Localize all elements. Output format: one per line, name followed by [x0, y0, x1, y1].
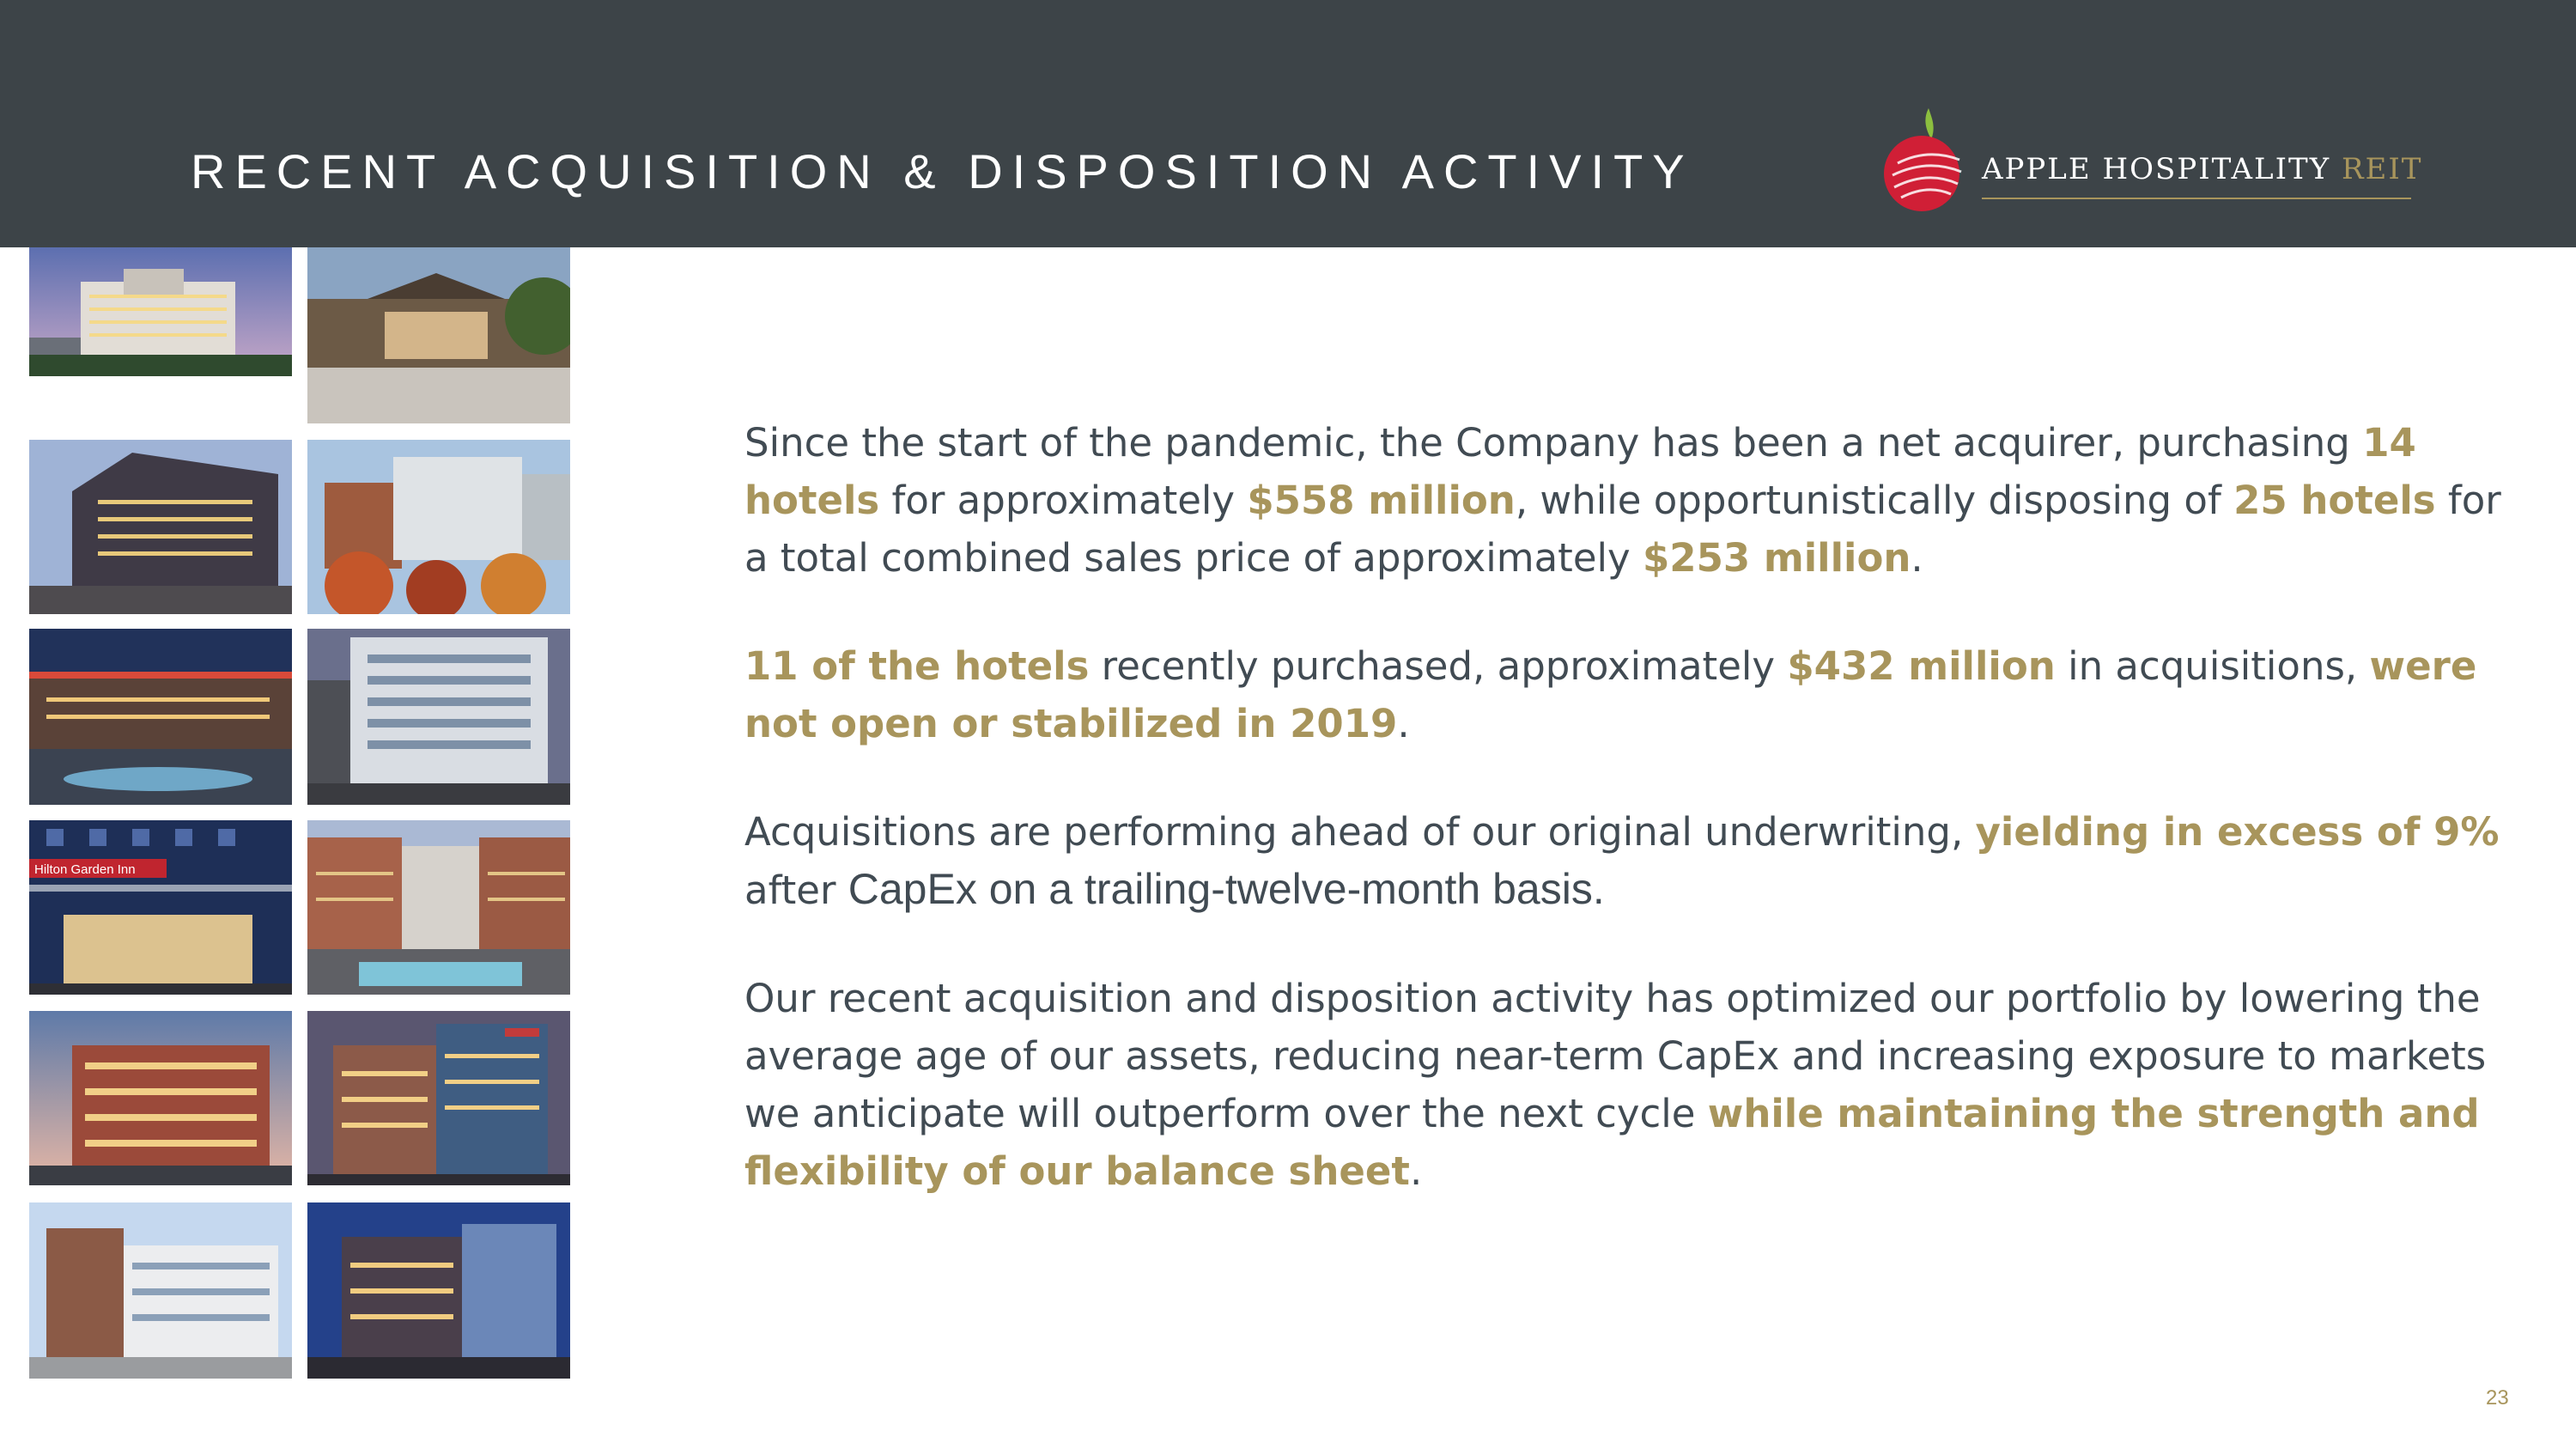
body-text	[744, 414, 2518, 1251]
highlight-11-hotels: 11 of the hotels	[744, 643, 1090, 689]
highlight-432-million: $432 million	[1787, 643, 2056, 689]
hotel-photo-8	[307, 820, 570, 995]
logo-wordmark	[1982, 152, 2422, 186]
highlight-25-hotels: 25 hotels	[2233, 478, 2436, 523]
highlight-not-stabilized: were not open or stabilized in 2019	[744, 643, 2477, 746]
paragraph-performance: Acquisitions are performing ahead of our original underwriting, yielding in excess of 9% after CapEx on a trailing-twelve-month basis.	[744, 809, 2500, 913]
company-logo	[1880, 103, 2430, 215]
header-bar	[0, 0, 2576, 247]
hotel-photo-10	[307, 1011, 570, 1185]
logo-suffix: REIT	[2341, 152, 2423, 186]
paragraph-recent-purchases: 11 of the hotels recently purchased, approximately $432 million in acquisitions, were not open or stabilized in 2019.	[744, 643, 2477, 746]
apple-logo-icon	[1880, 103, 1975, 215]
page-number: 23	[2486, 1386, 2509, 1409]
highlight-balance-sheet: while maintaining the strength and flexibility of our balance sheet	[744, 1091, 2480, 1194]
hotel-photo-5	[29, 629, 292, 805]
logo-divider	[1982, 198, 2411, 199]
highlight-558-million: $558 million	[1247, 478, 1516, 523]
hotel-photo-9	[29, 1011, 292, 1185]
hotel-photo-4	[307, 440, 570, 614]
highlight-14-hotels: 14 hotels	[744, 420, 2416, 523]
paragraph-pandemic-activity: Since the start of the pandemic, the Company has been a net acquirer, purchasing 14 hotels for approximately $558 million, while opportunistically disposing of 25 hotels for a total combined sales price of approximately $253 million.	[744, 420, 2501, 581]
slide-title: RECENT ACQUISITION & DISPOSITION ACTIVITY	[191, 144, 1694, 198]
hilton-garden-inn-sign: Hilton Garden Inn	[34, 862, 136, 877]
hotel-photo-2	[307, 247, 570, 423]
hotel-photo-7	[29, 820, 292, 995]
hotel-photo-6	[307, 629, 570, 805]
hotel-photo-12	[307, 1202, 570, 1379]
hotel-photo-3	[29, 440, 292, 614]
hotel-photo-11	[29, 1202, 292, 1379]
highlight-yield: yielding in excess of 9%	[1975, 809, 2500, 855]
logo-name: APPLE HOSPITALITY	[1982, 152, 2331, 186]
paragraph-portfolio: Our recent acquisition and disposition activity has optimized our portfolio by lowering the average age of our assets, reducing near-term CapEx and increasing exposure to markets we anticipate will outperform over the next cycle while maintaining the strength and flexibility of our balance sheet.	[744, 976, 2487, 1194]
hotel-photo-1	[29, 247, 292, 376]
highlight-253-million: $253 million	[1642, 535, 1911, 581]
